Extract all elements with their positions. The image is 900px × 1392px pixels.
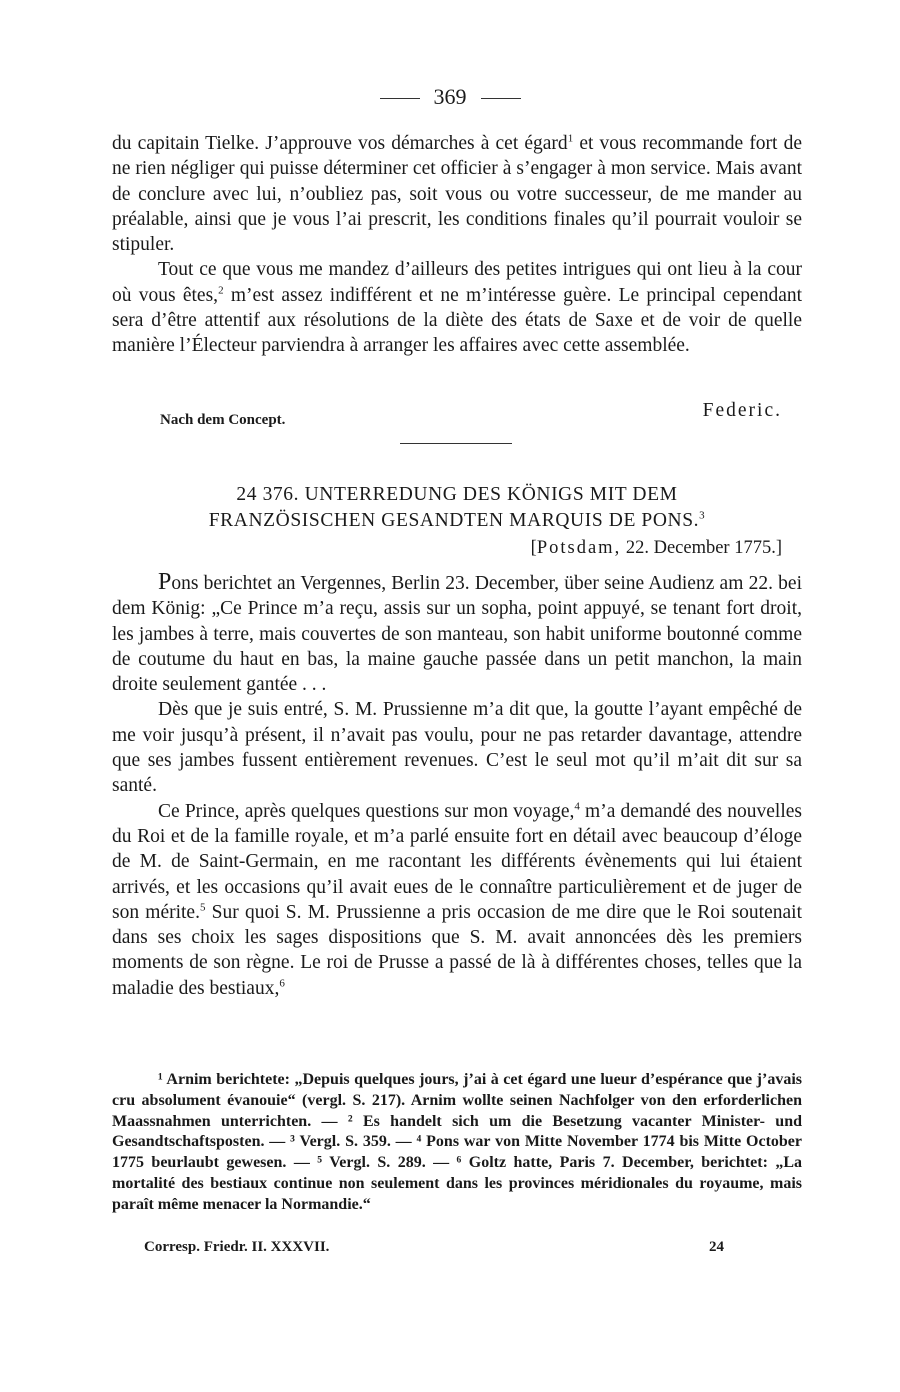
sheet-number: 24 [709, 1239, 724, 1255]
page-number-text: 369 [433, 84, 467, 109]
footnote-block: ¹ Arnim berichtete: „Depuis quelques jours, j’ai à cet égard une lueur d’espérance que j’avais cru absolument évanouie“ (vergl. S. 217). Arnim wollte seinen Nachfolger von den erforderlichen Maassnahmen unterrichten. — ² Es handelt sich um die Besetzung vacanter Minister- und Gesandtschaftsposten. — ³ Vergl. S. 359. — ⁴ Pons war von Mitte November 1774 bis Mitte October 1775 beurlaubt gewesen. — ⁵ Vergl. S. 289. — ⁶ Goltz hatte, Paris 7. December, berichtet: „La mortalité des bestiaux continue non seulement dans les provinces méridionales du royaume, mais paraît même menacer la Normandie.“ [112, 1071, 802, 1213]
footnote-ref-5: 5 [199, 901, 206, 914]
drop-cap: P [158, 569, 172, 595]
footer-signature-line: Corresp. Friedr. II. XXXVII. [144, 1239, 330, 1255]
dateline: [Potsdam, 22. December 1775.] [530, 538, 782, 558]
letter-paragraph-2: Tout ce que vous me mandez d’ailleurs des petites intrigues qui ont lieu à la cour où vous êtes,$^2$ m’est assez indifférent et ne m’intéresse guère. Le principal cependant sera d’être attentif aux résolutions de la diète des états de Saxe et de voir de quelle manière l’Électeur parviendra à arranger les affaires avec cette assemblée. [112, 259, 803, 357]
footnotes [112, 1070, 802, 1216]
section-number: 24 376. [236, 484, 300, 505]
footnote-ref-1: 1 [567, 132, 574, 145]
date-text: 22. December 1775.] [621, 538, 782, 558]
source-note: Nach dem Concept. [160, 412, 286, 428]
letter-paragraph-1: du capitain Tielke. J’approuve vos démarches à cet égard$^1$ et vous recommande fort de ne rien négliger qui puisse déterminer cet officier à s’engager à mon service. Mais avant de conclure avec lui, n’oubliez pas, soit vous ou votre successeur, de me mander au préalable, ainsi que je vous l’ai prescrit, les conditions finales qu’il pourrait vouloir se stipuler. [112, 132, 803, 256]
page-footer [144, 1239, 724, 1256]
report-paragraph-2: Dès que je suis entré, S. M. Prussienne m’a dit que, la goutte l’ayant empêché de me voir jusqu’à présent, il n’avait pas voulu, pour ne pas retarder davantage, attendre que ses jambes fussent entièrement revenues. C’est le seul mot qu’il m’ait dit sur sa santé. [112, 699, 802, 797]
footnote-ref-3: 3 [699, 509, 706, 522]
report-text [112, 570, 802, 1001]
footnote-ref-6: 6 [279, 977, 285, 990]
section-divider [400, 443, 512, 444]
signature-row [160, 400, 782, 434]
page-number [0, 84, 900, 110]
report-paragraph-3: Ce Prince, après quelques questions sur mon voyage,$^4$ m’a demandé des nouvelles du Roi et de la famille royale, et m’a parlé ensuite fort en détail avec beaucoup d’éloge de M. de Saint-Germain, en me racontant les différents évènements qui lui étaient arrivés, et les occasions qu’il avait eues de le connaître particulièrement et de juger de son mérite.$^5$ Sur quoi S. M. Prussienne a pris occasion de me dire que le Roi soutenait dans ses choix les sages dispositions que S. M. avait annoncées dès les premiers moments de son règne. Le roi de Prusse a passé de là à différentes choses, telles que la maladie des bestiaux,$^6$ [112, 800, 802, 999]
report-paragraph-1: Pons berichtet an Vergennes, Berlin 23. December, über seine Audienz am 22. bei dem König: „Ce Prince m’a reçu, assis sur un sopha, point appuyé, se tenant fort droit, les jambes à terre, mais couvertes de son manteau, son habit uniforme boutonné comme de coutume du haut en bas, la maine gauche passée dans un petit manchon, la main droite seulement gantée . . . [112, 569, 802, 696]
date-place: Potsdam, [536, 538, 622, 558]
section-heading [112, 482, 802, 534]
page-number-rule-right [481, 98, 521, 99]
footnote-ref-4: 4 [574, 800, 580, 813]
signature: Federic. [702, 400, 782, 421]
letter-continuation [112, 131, 802, 359]
footnote-ref-2: 2 [218, 284, 224, 297]
page-number-rule-left [380, 98, 420, 99]
section-heading-line-2: FRANZÖSISCHEN GESANDTEN MARQUIS DE PONS.$^3$ [208, 509, 706, 531]
section-heading-line-1: 24 376. UNTERREDUNG DES KÖNIGS MIT DEM [236, 484, 678, 505]
